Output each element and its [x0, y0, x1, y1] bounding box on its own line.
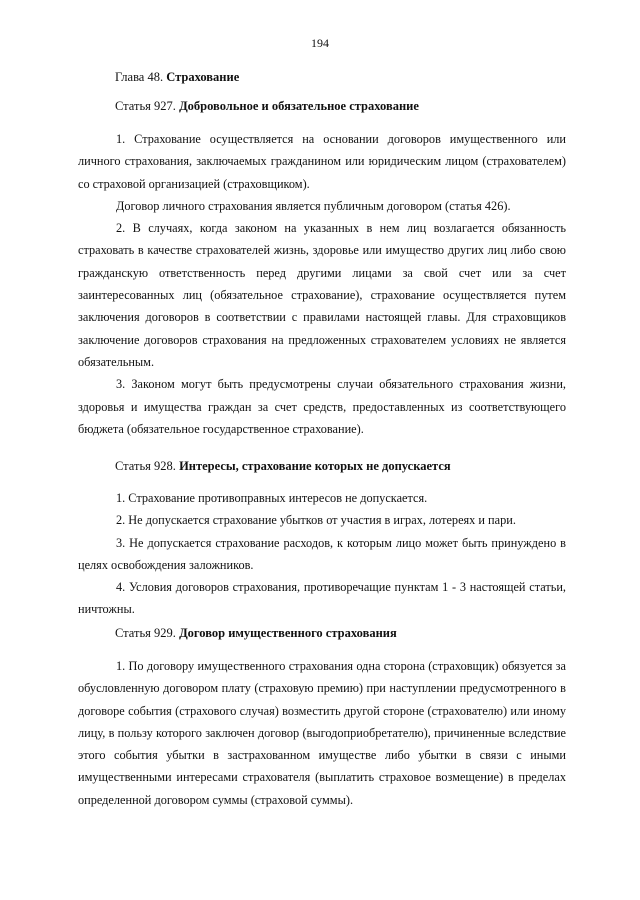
paragraph: 3. Не допускается страхование расходов, к которым лицо может быть принуждено в целях освобождения заложников. — [78, 535, 566, 572]
article-prefix: Статья 927. — [115, 99, 176, 113]
article-927-body — [78, 128, 566, 440]
paragraph: 1. Страхование противоправных интересов не допускается. — [116, 491, 428, 505]
article-prefix: Статья 928. — [115, 459, 176, 473]
chapter-heading — [115, 70, 239, 85]
page-number: 194 — [311, 36, 329, 50]
paragraph: 2. Не допускается страхование убытков от участия в играх, лотереях и пари. — [116, 513, 516, 528]
article-prefix: Статья 929. — [115, 626, 176, 640]
paragraph: Договор личного страхования является публичным договором (статья 426). — [116, 198, 511, 213]
paragraph: 1. Страхование осуществляется на основании договоров имущественного или личного страхования, заключаемых гражданином или юридическим лицом (страхователем) со страховой организацией (страховщиком). — [78, 132, 566, 191]
article-title: Добровольное и обязательное страхование — [179, 99, 419, 113]
paragraph: 4. Условия договоров страхования, противоречащие пунктам 1 - 3 настоящей статьи, ничтожны. — [78, 580, 566, 617]
article-927-heading — [115, 99, 419, 114]
chapter-title: Страхование — [166, 70, 240, 84]
article-title: Договор имущественного страхования — [179, 626, 397, 640]
article-title: Интересы, страхование которых не допускается — [179, 459, 451, 473]
paragraph: 2. В случаях, когда законом на указанных в нем лиц возлагается обязанность страховать в качестве страхователей жизнь, здоровье или имущество других лиц либо свою гражданскую ответственность перед другими лицами за свой счет или за счет заинтересованных лиц (обязательное страхование), страхование осуществляется путем заключения договоров в соответствии с правилами настоящей главы. Для страховщиков заключение договоров страхования на предложенных страхователем условиях не является обязательным. — [78, 221, 566, 369]
chapter-prefix: Глава 48. — [115, 70, 164, 84]
article-929-heading — [115, 626, 397, 641]
article-929-body — [78, 655, 566, 811]
article-928-body — [78, 487, 566, 621]
paragraph: 1. По договору имущественного страхования одна сторона (страховщик) обязуется за обусловленную договором плату (страховую премию) при наступлении предусмотренного в договоре события (страхового случая) возместить другой стороне (страхователю) или иному лицу, в пользу которого заключен договор (выгодоприобретателю), причиненные вследствие этого события убытки в застрахованном имуществе либо убытки в связи с иными имущественными интересами страхователя (выплатить страховое возмещение) в пределах определенной договором суммы (страховой суммы). — [78, 659, 566, 807]
paragraph: 3. Законом могут быть предусмотрены случаи обязательного страхования жизни, здоровья и имущества граждан за счет средств, предоставленных из соответствующего бюджета (обязательное государственное страхование). — [78, 377, 566, 436]
article-928-heading — [115, 459, 451, 474]
